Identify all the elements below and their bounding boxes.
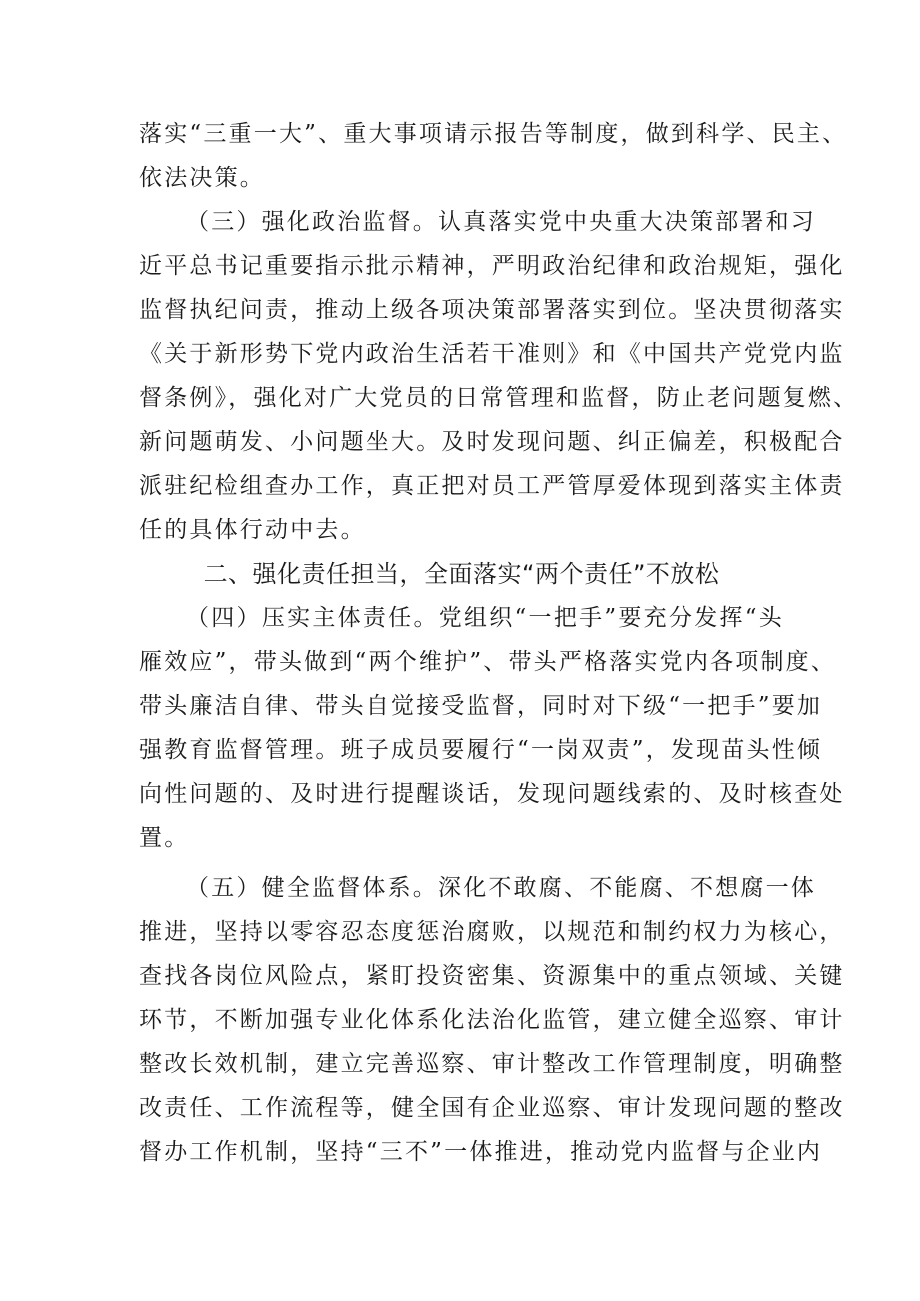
paragraph-line: 《关于新形势下党内政治生活若干准则》和《中国共产党党内监 (139, 341, 845, 367)
paragraph-line: 落实“三重一大”、重大事项请示报告等制度，做到科学、民主、 (139, 121, 848, 147)
paragraph-line: 向性问题的、及时进行提醒谈话，发现问题线索的、及时核查处 (139, 781, 845, 807)
paragraph-line: 推进，坚持以零容忍态度惩治腐败，以规范和制约权力为核心， (139, 919, 845, 945)
paragraph-line: 督条例》，强化对广大党员的日常管理和监督，防止老问题复燃、 (139, 385, 859, 411)
paragraph-line: 强教育监督管理。班子成员要履行“一岗双责”，发现苗头性倾 (139, 737, 823, 763)
paragraph-line: 依法决策。 (139, 165, 265, 191)
section-heading: 二、强化责任担当，全面落实“两个责任”不放松 (203, 560, 720, 588)
paragraph-line: 近平总书记重要指示批示精神，严明政治纪律和政治规矩，强化 (139, 253, 845, 279)
paragraph-line: 派驻纪检组查办工作，真正把对员工严管厚爱体现到落实主体责 (139, 473, 845, 499)
paragraph-line: 雁效应”，带头做到“两个维护”、带头严格落实党内各项制度、 (139, 649, 837, 675)
section-three-heading-line: （三）强化政治监督。认真落实党中央重大决策部署和习 (186, 209, 816, 235)
paragraph-line: 督办工作机制，坚持“三不”一体推进，推动党内监督与企业内 (139, 1139, 823, 1165)
paragraph-line: 改责任、工作流程等，健全国有企业巡察、审计发现问题的整改 (139, 1095, 845, 1121)
section-five-heading-line: （五）健全监督体系。深化不敢腐、不能腐、不想腐一体 (186, 875, 816, 901)
paragraph-line: 任的具体行动中去。 (139, 517, 366, 543)
section-four-heading-line: （四）压实主体责任。党组织“一把手”要充分发挥“头 (186, 605, 784, 631)
paragraph-line: 监督执纪问责，推动上级各项决策部署落实到位。坚决贯彻落实 (139, 297, 845, 323)
paragraph-line: 置。 (139, 825, 190, 851)
paragraph-line: 查找各岗位风险点，紧盯投资密集、资源集中的重点领域、关键 (139, 963, 845, 989)
paragraph-line: 带头廉洁自律、带头自觉接受监督，同时对下级“一把手”要加 (139, 693, 823, 719)
paragraph-line: 新问题萌发、小问题坐大。及时发现问题、纠正偏差，积极配合 (139, 429, 845, 455)
paragraph-line: 整改长效机制，建立完善巡察、审计整改工作管理制度，明确整 (139, 1051, 845, 1077)
paragraph-line: 环节，不断加强专业化体系化法治化监管，建立健全巡察、审计 (139, 1007, 845, 1033)
